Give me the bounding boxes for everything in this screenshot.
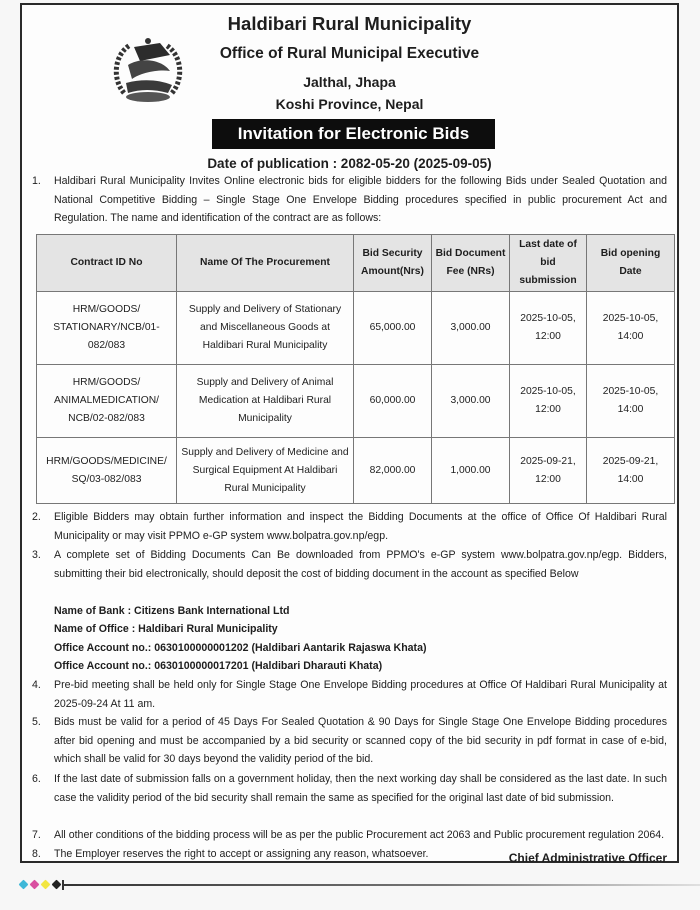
yellow-diamond-icon bbox=[41, 880, 51, 890]
cell-last-date: 2025-10-05, 12:00 bbox=[510, 365, 587, 438]
clause-7 bbox=[32, 826, 667, 845]
account-number-1: Office Account no.: 0630100000001202 (Haldibari Aantarik Rajaswa Khata) bbox=[54, 642, 427, 654]
clause-number: 5. bbox=[32, 716, 41, 728]
clause-text: If the last date of submission falls on a government holiday, then the next working day shall be considered as the last date. In such case the validity period of the bid security shall remain the same as specified for the original last date of bid submission. bbox=[54, 773, 667, 804]
clause-3 bbox=[32, 546, 667, 583]
clause-number: 7. bbox=[32, 829, 41, 841]
clause-text: Haldibari Rural Municipality Invites Online electronic bids for eligible bidders for the following Bids under Sealed Quotation and National Competitive Bidding – Single Stage One Envelope Bidding procedures specified in public procurement Act and Regulation. The name and identification of the contract are as follows: bbox=[54, 175, 667, 225]
cell-procurement-name: Supply and Delivery of Animal Medication at Haldibari Rural Municipality bbox=[177, 365, 354, 438]
cell-document-fee: 1,000.00 bbox=[432, 438, 510, 504]
clause-text: A complete set of Bidding Documents Can Be downloaded from PPMO's e-GP system www.bolpatra.gov.np/egp. Bidders, submitting their bid electronically, should deposit the cost of bidding document in the account as specified Below bbox=[54, 549, 667, 580]
province: Koshi Province, Nepal bbox=[275, 96, 424, 112]
table-row bbox=[37, 292, 675, 365]
bids-table bbox=[36, 234, 675, 504]
clause-2 bbox=[32, 508, 667, 545]
cell-procurement-name: Supply and Delivery of Stationary and Miscellaneous Goods at Haldibari Rural Municipality bbox=[177, 292, 354, 365]
black-diamond-icon bbox=[52, 880, 62, 890]
clause-number: 3. bbox=[32, 549, 41, 561]
clause-text: All other conditions of the bidding process will be as per the public Procurement act 2063 and Public procurement regulation 2064. bbox=[54, 829, 665, 841]
cell-contract-id: HRM/GOODS/ STATIONARY/NCB/01-082/083 bbox=[37, 292, 177, 365]
registration-rule-line bbox=[64, 884, 700, 886]
clause-4 bbox=[32, 676, 667, 713]
cell-opening-date: 2025-10-05, 14:00 bbox=[587, 292, 675, 365]
clause-8 bbox=[32, 845, 477, 864]
cell-document-fee: 3,000.00 bbox=[432, 292, 510, 365]
clause-6 bbox=[32, 770, 667, 807]
publication-date: Date of publication : 2082-05-20 (2025-09-05) bbox=[207, 156, 492, 171]
organization-name: Haldibari Rural Municipality bbox=[227, 13, 472, 34]
header-opening-date: Bid opening Date bbox=[587, 235, 675, 292]
cyan-diamond-icon bbox=[19, 880, 29, 890]
header-bid-security: Bid Security Amount(Nrs) bbox=[354, 235, 432, 292]
clause-text: Eligible Bidders may obtain further information and inspect the Bidding Documents at the office of Office Of Haldibari Rural Municipality or may visit PPMO e-GP system www.bolpatra.gov.np/egp. bbox=[54, 511, 667, 542]
clause-text: Pre-bid meeting shall be held only for Single Stage One Envelope Bidding procedures at Office Of Haldibari Rural Municipality at 2025-09-24 At 11 am. bbox=[54, 679, 667, 710]
clause-text: Bids must be valid for a period of 45 Days For Sealed Quotation & 90 Days for Single Stage One Envelope Bidding procedures after bid opening and must be accompanied by a bid security or scanned copy of the bid security in pdf format in case of e-bid, which shall be valid for 30 days beyond the validity period of the bid. bbox=[54, 716, 667, 766]
clause-number: 1. bbox=[32, 175, 41, 187]
clause-number: 4. bbox=[32, 679, 41, 691]
cell-contract-id: HRM/GOODS/MEDICINE/ SQ/03-082/083 bbox=[37, 438, 177, 504]
cell-opening-date: 2025-09-21, 14:00 bbox=[587, 438, 675, 504]
clause-5 bbox=[32, 713, 667, 769]
magenta-diamond-icon bbox=[30, 880, 40, 890]
cell-procurement-name: Supply and Delivery of Medicine and Surgical Equipment At Haldibari Rural Municipality bbox=[177, 438, 354, 504]
notice-frame bbox=[20, 3, 679, 863]
header-procurement-name: Name Of The Procurement bbox=[177, 235, 354, 292]
clause-number: 2. bbox=[32, 511, 41, 523]
clause-number: 8. bbox=[32, 848, 41, 860]
cell-last-date: 2025-09-21, 12:00 bbox=[510, 438, 587, 504]
header-document-fee: Bid Document Fee (NRs) bbox=[432, 235, 510, 292]
cell-bid-security: 65,000.00 bbox=[354, 292, 432, 365]
office-name: Office of Rural Municipal Executive bbox=[219, 45, 480, 62]
cell-document-fee: 3,000.00 bbox=[432, 365, 510, 438]
header-contract-id: Contract ID No bbox=[37, 235, 177, 292]
signatory-title: Chief Administrative Officer bbox=[508, 851, 667, 865]
clause-text: The Employer reserves the right to accept or assigning any reason, whatsoever. bbox=[54, 848, 429, 860]
office-name-line: Name of Office : Haldibari Rural Municipality bbox=[54, 623, 278, 635]
account-number-2: Office Account no.: 0630100000017201 (Haldibari Dharauti Khata) bbox=[54, 660, 383, 672]
bank-name: Name of Bank : Citizens Bank International Ltd bbox=[54, 605, 290, 617]
clause-1 bbox=[32, 172, 667, 228]
notice-title: Invitation for Electronic Bids bbox=[212, 119, 495, 149]
header-last-date: Last date of bid submission bbox=[510, 235, 587, 292]
table-row bbox=[37, 365, 675, 438]
location: Jalthal, Jhapa bbox=[303, 74, 396, 90]
clause-number: 6. bbox=[32, 773, 41, 785]
table-row bbox=[37, 438, 675, 504]
cell-opening-date: 2025-10-05, 14:00 bbox=[587, 365, 675, 438]
print-registration-marks bbox=[18, 880, 700, 890]
cell-bid-security: 60,000.00 bbox=[354, 365, 432, 438]
table-header-row bbox=[37, 235, 675, 292]
cell-contract-id: HRM/GOODS/ ANIMALMEDICATION/ NCB/02-082/083 bbox=[37, 365, 177, 438]
cell-last-date: 2025-10-05, 12:00 bbox=[510, 292, 587, 365]
cell-bid-security: 82,000.00 bbox=[354, 438, 432, 504]
